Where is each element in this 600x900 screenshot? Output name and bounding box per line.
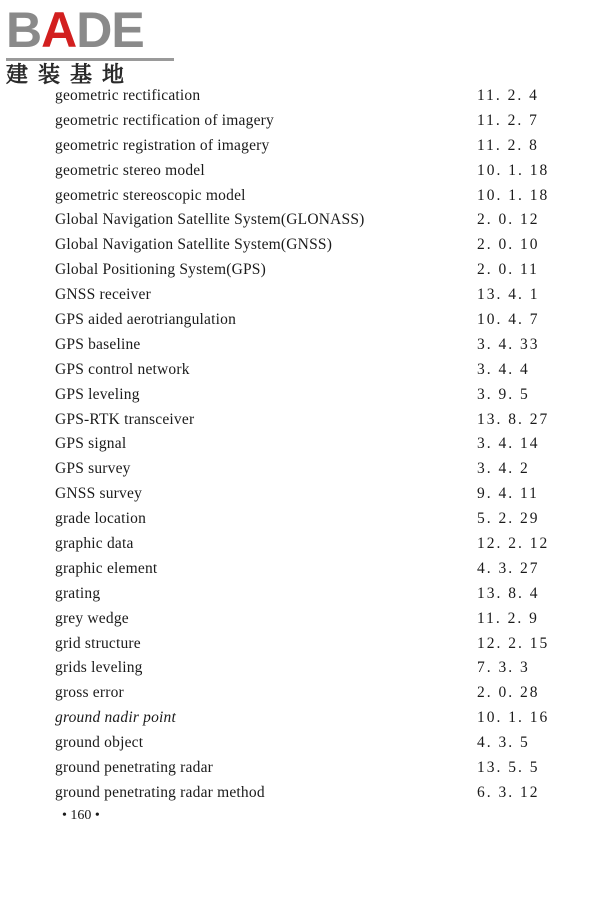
index-entry-term: graphic element	[55, 559, 158, 577]
index-entry-reference: 3. 4. 4	[477, 360, 530, 378]
index-entry	[0, 632, 600, 657]
index-entry-term: GPS survey	[55, 460, 131, 478]
index-entry-reference: 10. 1. 18	[477, 186, 550, 204]
index-entry-term: GPS-RTK transceiver	[55, 410, 195, 428]
index-entry-reference: 13. 5. 5	[477, 759, 540, 777]
index-entry-reference: 2. 0. 11	[477, 261, 539, 279]
logo-letters-de: DE	[76, 2, 144, 58]
index-entry-reference: 11. 2. 7	[477, 111, 539, 129]
index-entry-term: Global Navigation Satellite System(GLONASS)	[55, 211, 365, 229]
index-entry-reference: 2. 0. 10	[477, 236, 540, 254]
index-entry-reference: 13. 8. 4	[477, 584, 540, 602]
index-entry	[0, 333, 600, 358]
index-entry-reference: 4. 3. 27	[477, 559, 540, 577]
index-entry-term: geometric stereo model	[55, 161, 205, 179]
logo-wordmark	[6, 2, 144, 58]
index-entry-term: ground penetrating radar	[55, 759, 214, 777]
index-entry-term: graphic data	[55, 535, 134, 553]
index-entry	[0, 482, 600, 507]
index-entry-reference: 4. 3. 5	[477, 734, 530, 752]
index-entry-term: GPS signal	[55, 435, 127, 453]
index-entry	[0, 507, 600, 532]
index-entry	[0, 706, 600, 731]
index-entry	[0, 383, 600, 408]
index-entry	[0, 607, 600, 632]
index-entry-term: Global Positioning System(GPS)	[55, 261, 266, 279]
index-entry	[0, 557, 600, 582]
index-entry-term: geometric rectification of imagery	[55, 111, 274, 129]
index-entry	[0, 233, 600, 258]
index-entry-term: grey wedge	[55, 609, 129, 627]
index-entry	[0, 781, 600, 806]
index-entry	[0, 532, 600, 557]
index-entry-reference: 3. 9. 5	[477, 385, 530, 403]
index-entry-reference: 2. 0. 12	[477, 211, 540, 229]
index-entry	[0, 681, 600, 706]
index-entry-reference: 10. 4. 7	[477, 311, 540, 329]
index-entry-reference: 11. 2. 8	[477, 136, 539, 154]
index-entry-reference: 3. 4. 14	[477, 435, 540, 453]
index-entry	[0, 208, 600, 233]
index-entry-reference: 3. 4. 33	[477, 335, 540, 353]
index-entry-term: GPS baseline	[55, 335, 141, 353]
index-entry-term: grid structure	[55, 634, 141, 652]
index-entry	[0, 84, 600, 109]
index-entry	[0, 432, 600, 457]
logo-letter-a-accent: A	[41, 2, 77, 58]
index-entry	[0, 134, 600, 159]
index-entry	[0, 582, 600, 607]
index-entry-term: grade location	[55, 510, 147, 528]
index-entry-term: gross error	[55, 684, 124, 702]
index-entry-term: ground object	[55, 734, 144, 752]
index-entry-term: geometric stereoscopic model	[55, 186, 246, 204]
index-entry-term: GPS aided aerotriangulation	[55, 311, 237, 329]
index-entry	[0, 358, 600, 383]
index-entry-term: geometric rectification	[55, 87, 201, 104]
index-entry-term: GPS control network	[55, 360, 190, 378]
index-entry-term: GNSS receiver	[55, 286, 152, 304]
index-entry-reference: 13. 8. 27	[477, 410, 550, 428]
index-entry	[0, 159, 600, 184]
index-entry	[0, 184, 600, 209]
index-entry-reference: 6. 3. 12	[477, 783, 540, 801]
index-entry-reference: 12. 2. 15	[477, 634, 550, 652]
index-entry	[0, 258, 600, 283]
index-entry-term: ground penetrating radar method	[55, 783, 265, 801]
index-entry	[0, 283, 600, 308]
index-entry	[0, 656, 600, 681]
index-entry-reference: 2. 0. 28	[477, 684, 540, 702]
index-entry-term: GPS leveling	[55, 385, 140, 403]
index-entry	[0, 308, 600, 333]
index-entry-reference: 3. 4. 2	[477, 460, 530, 478]
index-entry-reference: 7. 3. 3	[477, 659, 530, 677]
index-entry-reference: 11. 2. 4	[477, 87, 539, 104]
index-entry	[0, 731, 600, 756]
index-entry-term: ground nadir point	[55, 709, 177, 727]
index-entry	[0, 756, 600, 781]
index-entry-reference: 11. 2. 9	[477, 609, 539, 627]
index-entry-reference: 10. 1. 16	[477, 709, 550, 727]
index-entry-reference: 13. 4. 1	[477, 286, 540, 304]
index-entry-term: grids leveling	[55, 659, 143, 677]
index-entry-term: GNSS survey	[55, 485, 143, 503]
index-entry-reference: 12. 2. 12	[477, 535, 550, 553]
index-entry	[0, 457, 600, 482]
page-number: • 160 •	[62, 808, 100, 823]
index-entry-term: grating	[55, 584, 101, 602]
bade-logo	[6, 2, 178, 90]
logo-underline	[6, 58, 174, 61]
index-entry-reference: 5. 2. 29	[477, 510, 540, 528]
logo-subtitle: 建装基地	[6, 63, 135, 88]
index-entry-list	[0, 84, 600, 806]
index-entry	[0, 109, 600, 134]
index-entry-reference: 9. 4. 11	[477, 485, 539, 503]
index-entry-reference: 10. 1. 18	[477, 161, 550, 179]
index-entry	[0, 408, 600, 433]
index-entry-term: geometric registration of imagery	[55, 136, 270, 154]
logo-letter-b: B	[6, 2, 42, 58]
index-entry-term: Global Navigation Satellite System(GNSS)	[55, 236, 333, 254]
